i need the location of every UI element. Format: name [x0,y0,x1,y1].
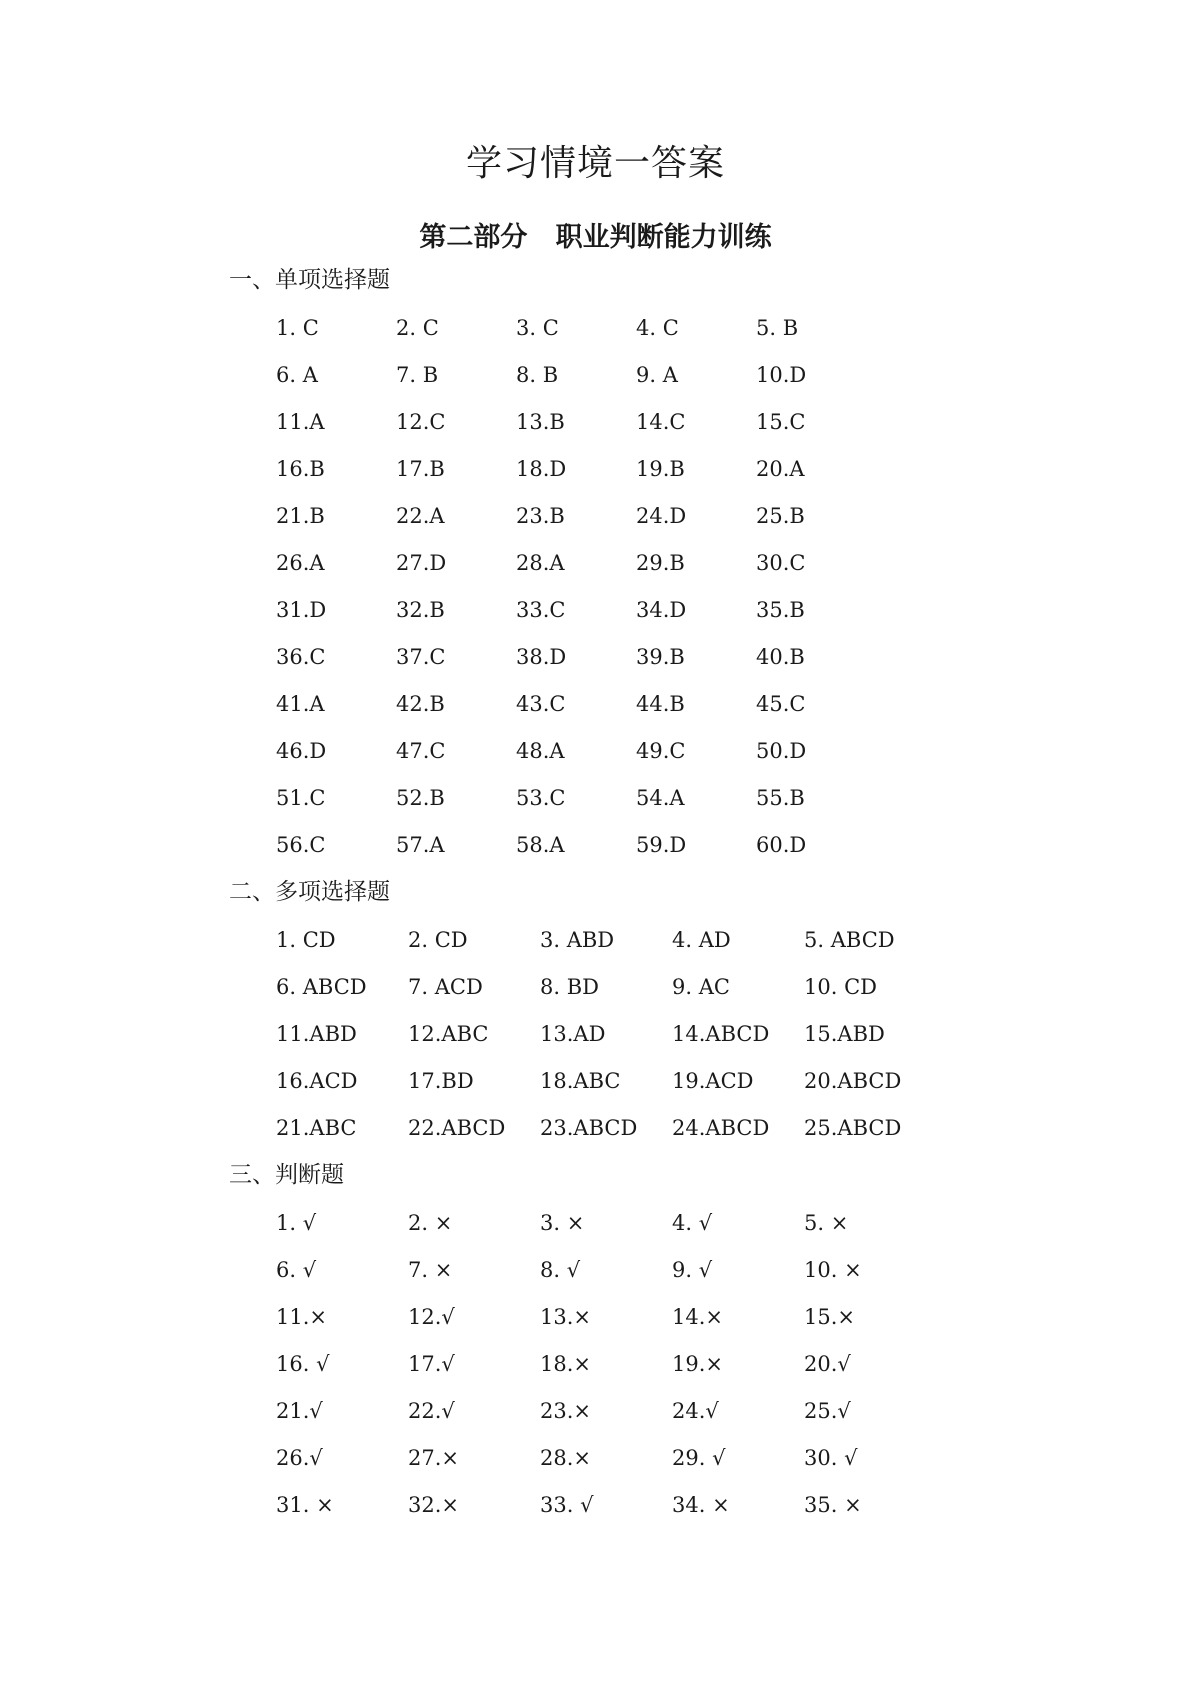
answer-item: 1. C [276,316,319,340]
part-title: 第二部分 职业判断能力训练 [419,222,772,253]
answer-item: 60.D [756,833,807,857]
answer-item: 16.B [276,457,325,481]
answer-item: 14.C [636,410,686,434]
answer-item: 32.B [396,598,445,622]
answer-item: 22.ABCD [408,1116,506,1140]
answer-item: 34.D [636,598,687,622]
answer-item: 7. B [396,363,439,387]
section-heading-true-false: 三、判断题 [229,1162,344,1188]
answer-item: 45.C [756,692,806,716]
answer-item: 32.× [408,1493,459,1517]
answer-item: 25.√ [804,1399,851,1423]
answer-item: 37.C [396,645,446,669]
answer-item: 54.A [636,786,685,810]
answer-item: 1. CD [276,928,336,952]
answer-item: 10. × [804,1258,862,1282]
answer-item: 10. CD [804,975,877,999]
answer-item: 52.B [396,786,445,810]
answer-item: 26.A [276,551,325,575]
answer-item: 15.C [756,410,806,434]
answer-item: 6. A [276,363,318,387]
answer-item: 13.× [540,1305,591,1329]
answer-item: 11.A [276,410,325,434]
answer-item: 4. AD [672,928,731,952]
answer-item: 18.D [516,457,567,481]
answer-item: 47.C [396,739,446,763]
answer-item: 5. × [804,1211,849,1235]
answer-item: 30.C [756,551,806,575]
answer-item: 18.× [540,1352,591,1376]
section-heading-multiple-choice: 二、多项选择题 [229,879,390,905]
answer-item: 44.B [636,692,685,716]
answer-item: 3. C [516,316,559,340]
answer-item: 19.ACD [672,1069,754,1093]
answer-item: 46.D [276,739,327,763]
answer-item: 18.ABC [540,1069,621,1093]
answer-item: 6. √ [276,1258,317,1282]
answer-item: 50.D [756,739,807,763]
answer-item: 23.ABCD [540,1116,638,1140]
answer-item: 12.ABC [408,1022,489,1046]
answer-item: 21.√ [276,1399,323,1423]
answer-item: 27.D [396,551,447,575]
answer-item: 28.× [540,1446,591,1470]
answer-item: 15.× [804,1305,855,1329]
answer-item: 23.B [516,504,565,528]
answer-item: 28.A [516,551,565,575]
answer-item: 2. C [396,316,439,340]
answer-item: 6. ABCD [276,975,367,999]
answer-item: 22.√ [408,1399,455,1423]
answer-item: 4. C [636,316,679,340]
answer-item: 33. √ [540,1493,594,1517]
answer-item: 13.B [516,410,565,434]
answer-item: 20.A [756,457,805,481]
answer-item: 17.BD [408,1069,474,1093]
answer-item: 51.C [276,786,326,810]
answer-item: 42.B [396,692,445,716]
answer-item: 9. AC [672,975,730,999]
answer-item: 16. √ [276,1352,330,1376]
answer-item: 30. √ [804,1446,858,1470]
answer-item: 3. ABD [540,928,615,952]
answer-item: 7. × [408,1258,453,1282]
answer-item: 59.D [636,833,687,857]
answer-item: 13.AD [540,1022,606,1046]
answer-item: 8. BD [540,975,599,999]
answer-item: 31. × [276,1493,334,1517]
answer-item: 14.× [672,1305,723,1329]
answer-item: 33.C [516,598,566,622]
answer-item: 12.C [396,410,446,434]
answer-item: 5. B [756,316,799,340]
answer-item: 56.C [276,833,326,857]
answer-item: 41.A [276,692,325,716]
answer-item: 21.B [276,504,325,528]
answer-item: 4. √ [672,1211,713,1235]
answer-item: 8. B [516,363,559,387]
answer-item: 24.ABCD [672,1116,770,1140]
answer-item: 23.× [540,1399,591,1423]
answer-item: 43.C [516,692,566,716]
answer-item: 2. CD [408,928,468,952]
answer-item: 31.D [276,598,327,622]
answer-item: 35.B [756,598,805,622]
section-heading-single-choice: 一、单项选择题 [229,267,390,293]
answer-item: 7. ACD [408,975,483,999]
answer-item: 16.ACD [276,1069,358,1093]
answer-item: 9. √ [672,1258,713,1282]
answer-item: 39.B [636,645,685,669]
answer-item: 8. √ [540,1258,581,1282]
answer-item: 58.A [516,833,565,857]
answer-item: 10.D [756,363,807,387]
answer-item: 34. × [672,1493,730,1517]
answer-item: 14.ABCD [672,1022,770,1046]
answer-item: 2. × [408,1211,453,1235]
answer-item: 20.ABCD [804,1069,902,1093]
answer-item: 49.C [636,739,686,763]
answer-item: 25.B [756,504,805,528]
answer-item: 55.B [756,786,805,810]
answer-item: 19.B [636,457,685,481]
answer-item: 22.A [396,504,445,528]
answer-item: 1. √ [276,1211,317,1235]
answer-item: 53.C [516,786,566,810]
answer-item: 57.A [396,833,445,857]
answer-item: 26.√ [276,1446,323,1470]
answer-item: 11.× [276,1305,327,1329]
answer-item: 9. A [636,363,678,387]
answer-item: 21.ABC [276,1116,357,1140]
page-title: 学习情境一答案 [465,143,725,184]
answer-item: 48.A [516,739,565,763]
answer-item: 19.× [672,1352,723,1376]
answer-item: 38.D [516,645,567,669]
answer-item: 24.D [636,504,687,528]
answer-item: 17.√ [408,1352,455,1376]
answer-item: 29.B [636,551,685,575]
answer-item: 17.B [396,457,445,481]
answer-item: 36.C [276,645,326,669]
answer-item: 12.√ [408,1305,455,1329]
answer-item: 25.ABCD [804,1116,902,1140]
answer-item: 3. × [540,1211,585,1235]
answer-item: 24.√ [672,1399,719,1423]
answer-item: 20.√ [804,1352,851,1376]
answer-item: 35. × [804,1493,862,1517]
answer-item: 5. ABCD [804,928,895,952]
answer-item: 27.× [408,1446,459,1470]
answer-item: 15.ABD [804,1022,885,1046]
answer-item: 11.ABD [276,1022,357,1046]
answer-item: 40.B [756,645,805,669]
answer-item: 29. √ [672,1446,726,1470]
